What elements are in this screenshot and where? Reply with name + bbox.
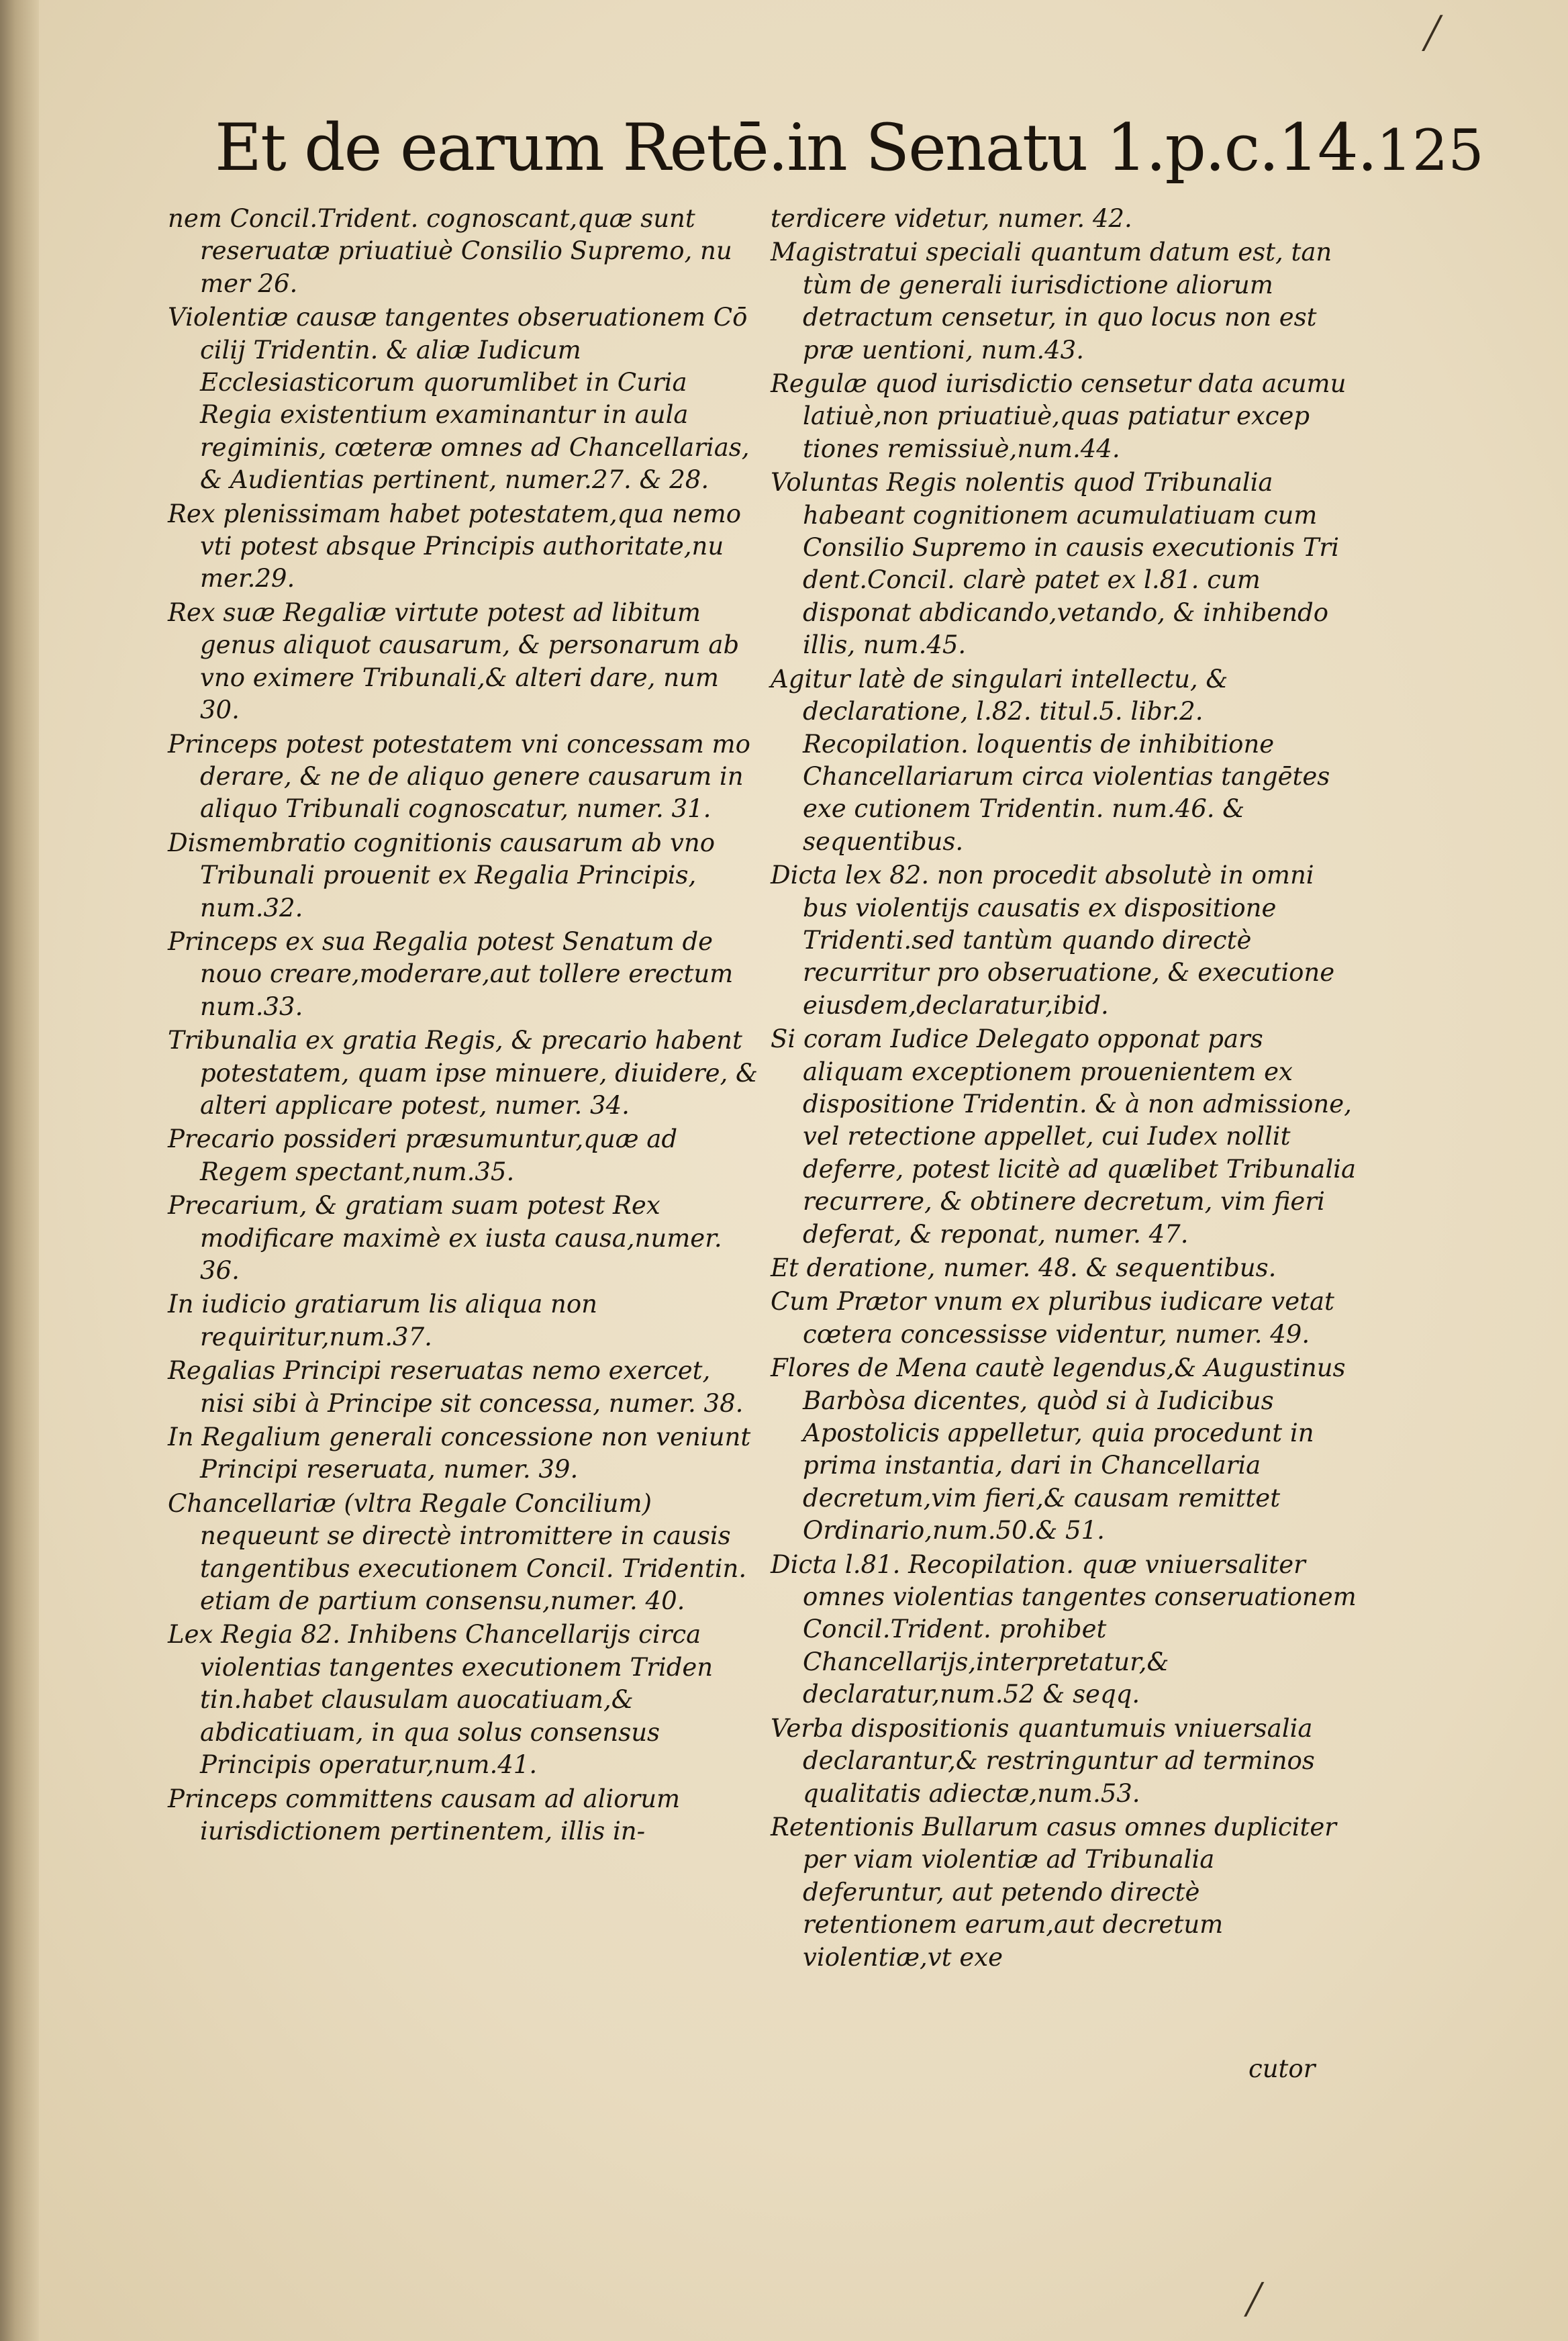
index-entry: terdicere videtur, numer. 42. — [771, 204, 1132, 233]
index-entry: nem Concil.Trident. cognoscant,quæ sunt reseruatæ priuatiuè Consilio Supremo, nu mer 26. — [168, 204, 732, 298]
index-entry: Princeps committens causam ad aliorum iurisdictionem pertinentem, illis in- — [168, 1784, 681, 1846]
index-entry: Dicta l.81. Recopilation. quæ vniuersaliter omnes violentias tangentes conseruationem Concil.Trident. prohibet Chancellarijs,interpretatur,& declaratur,num.52 & seqq. — [771, 1549, 1357, 1709]
pen-mark: ╱ — [1423, 15, 1442, 51]
index-entry: Voluntas Regis nolentis quod Tribunalia habeant cognitionem acumulatiuam cum Consilio Supremo in causis executionis Tri dent.Concil. clarè patet ex l.81. cum disponat abdicando,vetando, & inhibendo illis, num.45. — [771, 468, 1339, 660]
page-number: 125 — [1376, 117, 1484, 183]
page-header — [215, 110, 1484, 209]
index-entry: Rex suæ Regaliæ virtute potest ad libitum genus aliquot causarum, & personarum ab vno eximere Tribunali,& alteri dare, num 30. — [168, 598, 740, 725]
index-entry: Retentionis Bullarum casus omnes dupliciter per viam violentiæ ad Tribunalia deferuntur, aut petendo directè retentionem earum,aut decretum violentiæ,vt exe — [771, 1812, 1336, 1972]
index-entry: Dicta lex 82. non procedit absolutè in omni bus violentijs causatis ex dispositione Tridenti.sed tantùm quando directè recurritur pro obseruatione, & executione eiusdem,declaratur,ibid. — [771, 861, 1335, 1020]
index-entry: Magistratui speciali quantum datum est, tan tùm de generali iurisdictione aliorum detractum censetur, in quo locus non est præ uentioni, num.43. — [771, 238, 1332, 365]
pen-mark: ╱ — [1245, 2283, 1263, 2317]
index-entry: Violentiæ causæ tangentes obseruationem Cō cilij Tridentin. & aliæ Iudicum Ecclesiasticorum quorumlibet in Curia Regia existentium examinantur in aula regiminis, cœteræ omnes ad Chancellarias, & Audientias pertinent, numer.27. & 28. — [168, 303, 750, 495]
index-entry: Verba dispositionis quantumuis vniuersalia declarantur,& restringuntur ad terminos qualitatis adiectæ,num.53. — [771, 1713, 1315, 1808]
right-column — [771, 203, 1361, 1975]
index-entry: Princeps potest potestatem vni concessam mo derare, & ne de aliquo genere causarum in aliquo Tribunali cognoscatur, numer. 31. — [168, 729, 750, 824]
page-gutter — [0, 0, 39, 2341]
index-entry: Precario possideri præsumuntur,quæ ad Regem spectant,num.35. — [168, 1125, 678, 1186]
left-column — [168, 203, 758, 1849]
index-entry: In Regalium generali concessione non veniunt Principi reseruata, numer. 39. — [168, 1423, 751, 1484]
index-entry: Si coram Iudice Delegato opponat pars aliquam exceptionem prouenientem ex dispositione Tridentin. & à non admissione, vel retectione appellet, cui Iudex nollit deferre, potest licitè ad quælibet Tribunalia recurrere, & obtinere decretum, vim fieri deferat, & reponat, numer. 47. — [771, 1024, 1357, 1249]
index-entry: Tribunalia ex gratia Regis, & precario habent potestatem, quam ipse minuere, diuidere, & alteri applicare potest, numer. 34. — [168, 1026, 758, 1120]
index-entry: Agitur latè de singulari intellectu, & declaratione, l.82. titul.5. libr.2. Recopilation. loquentis de inhibitione Chancellariarum circa violentias tangētes exe cutionem Tridentin. num.46. & sequentibus. — [771, 664, 1330, 856]
running-title: Et de earum Retē.in Senatu 1.p.c.14. — [215, 110, 1377, 185]
index-entry: Et deratione, numer. 48. & sequentibus. — [771, 1253, 1277, 1282]
index-entry: Flores de Mena cautè legendus,& Augustinus Barbòsa dicentes, quòd si à Iudicibus Apostolicis appelletur, quia procedunt in prima instantia, dari in Chancellaria decretum,vim fieri,& causam remittet Ordinario,num.50.& 51. — [771, 1353, 1346, 1545]
index-entry: Dismembratio cognitionis causarum ab vno Tribunali prouenit ex Regalia Principis, num.32. — [168, 828, 715, 922]
catchword: cutor — [1248, 2054, 1316, 2083]
index-entry: Princeps ex sua Regalia potest Senatum de nouo creare,moderare,aut tollere erectum num.33. — [168, 926, 734, 1021]
index-entry: Regalias Principi reseruatas nemo exercet, nisi sibi à Principe sit concessa, numer. 38. — [168, 1356, 744, 1418]
index-entry: Cum Prætor vnum ex pluribus iudicare vetat cœtera concessisse videntur, numer. 49. — [771, 1287, 1334, 1349]
index-entry: Regulæ quod iurisdictio censetur data acumu latiuè,non priuatiuè,quas patiatur excep tiones remissiuè,num.44. — [771, 369, 1346, 463]
index-entry: Lex Regia 82. Inhibens Chancellarijs circa violentias tangentes executionem Triden tin.habet clausulam auocatiuam,& abdicatiuam, in qua solus consensus Principis operatur,num.41. — [168, 1620, 714, 1780]
index-entry: In iudicio gratiarum lis aliqua non requiritur,num.37. — [168, 1290, 597, 1351]
index-entry: Rex plenissimam habet potestatem,qua nemo vti potest absque Principis authoritate,nu mer.29. — [168, 499, 742, 593]
index-entry: Precarium, & gratiam suam potest Rex modificare maximè ex iusta causa,numer. 36. — [168, 1191, 722, 1285]
index-entry: Chancellariæ (vltra Regale Concilium) nequeunt se directè intromittere in causis tangentibus executionem Concil. Tridentin. etiam de partium consensu,numer. 40. — [168, 1488, 747, 1616]
